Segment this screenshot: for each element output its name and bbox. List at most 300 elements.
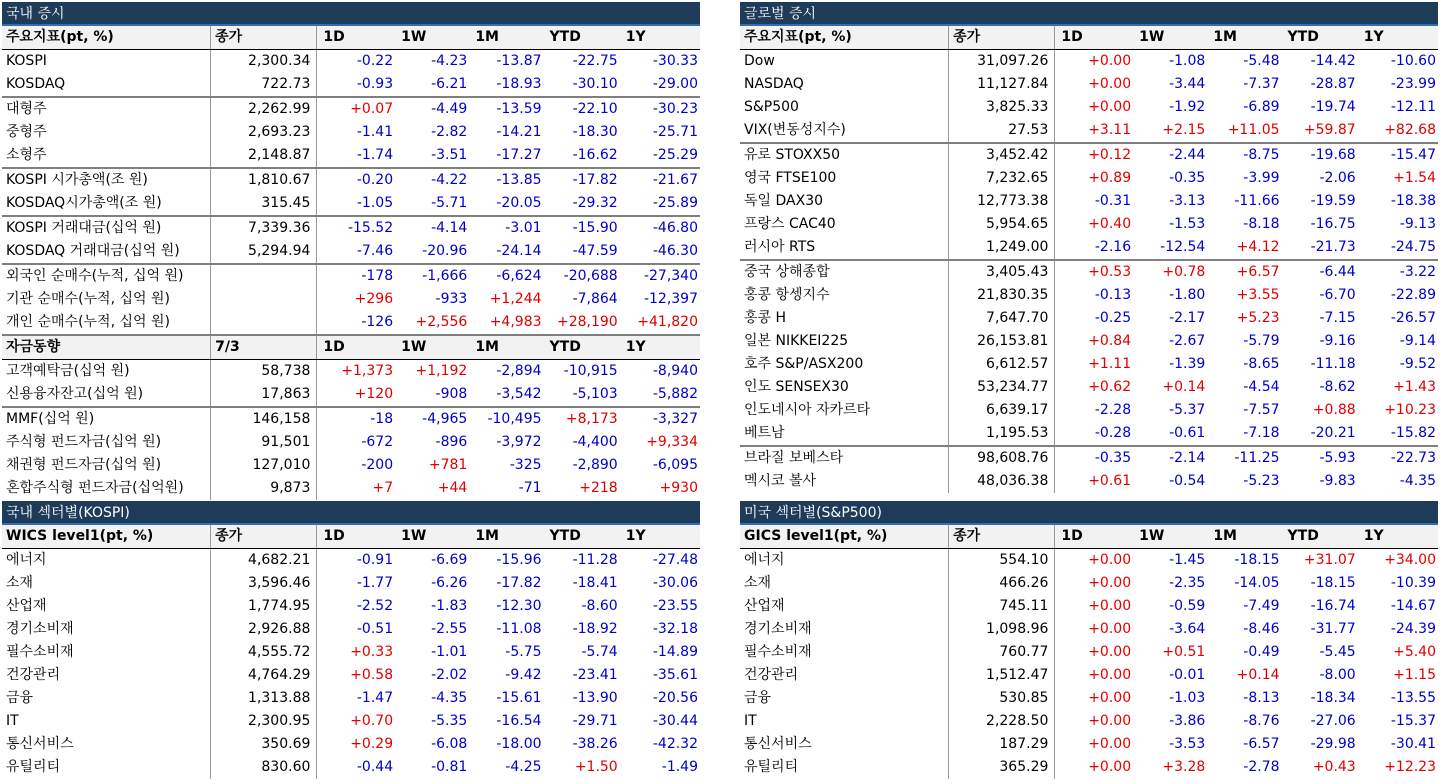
domestic-market-panel <box>2 2 700 500</box>
row-label: 러시아 RTS <box>740 236 949 260</box>
row-change-1y: -30.06 <box>652 575 698 591</box>
row-change-1m: -2,894 <box>496 363 542 379</box>
header-col-1m: 1M <box>469 26 543 50</box>
row-change-1w: -1.08 <box>1169 53 1206 69</box>
row-label: 건강관리 <box>2 664 211 687</box>
row-change-1y: -20.56 <box>652 690 698 706</box>
row-change-1d: -1.41 <box>356 124 394 140</box>
row-change-1m: -17.27 <box>496 147 542 163</box>
row-change-1d: +0.33 <box>350 644 394 660</box>
panel-title: 글로벌 증시 <box>740 2 1438 26</box>
row-change-ytd: -15.90 <box>544 216 620 240</box>
header-col-1d: 1D <box>317 525 395 549</box>
row-close: 2,693.23 <box>211 121 317 144</box>
row-change-1d: -18 <box>317 407 395 431</box>
table-row <box>740 664 1438 687</box>
row-change-1m: -7.49 <box>1243 598 1280 614</box>
row-change-1m: +4,983 <box>489 314 542 330</box>
table-row <box>740 307 1438 330</box>
row-change-1w: -1.92 <box>1169 99 1206 115</box>
row-change-1w: -1.53 <box>1169 216 1206 232</box>
row-change-1w: -3.44 <box>1169 76 1206 92</box>
row-change-1m: -17.82 <box>496 575 542 591</box>
row-change-ytd: +31.07 <box>1303 552 1356 568</box>
row-label: 신용융자잔고(십억 원) <box>2 383 211 407</box>
row-change-ytd: -5.45 <box>1319 644 1356 660</box>
header-col-ytd: YTD <box>1282 525 1358 549</box>
row-change-1w: -933 <box>435 291 468 307</box>
table-row <box>2 144 700 168</box>
row-close: 58,738 <box>211 360 317 384</box>
table-row <box>2 50 700 74</box>
row-change-1d: -0.91 <box>356 552 394 568</box>
row-close: 3,596.46 <box>211 572 317 595</box>
row-change-1d: +0.84 <box>1088 333 1132 349</box>
row-change-ytd: -20.21 <box>1310 425 1356 441</box>
row-change-ytd: -18.92 <box>572 621 618 637</box>
row-change-ytd: -21.73 <box>1310 239 1356 255</box>
header-close: 종가 <box>211 525 317 549</box>
row-label: NASDAQ <box>740 73 949 96</box>
row-close: 1,810.67 <box>211 168 317 192</box>
row-change-1m: -7.37 <box>1243 76 1280 92</box>
row-change-1y: -18.38 <box>1390 193 1436 209</box>
row-label: 인도 SENSEX30 <box>740 376 949 399</box>
row-close: 365.29 <box>949 756 1055 779</box>
row-label: 필수소비재 <box>740 641 949 664</box>
row-close: 11,127.84 <box>949 73 1055 96</box>
row-close: 1,313.88 <box>211 687 317 710</box>
row-change-ytd: -31.77 <box>1310 621 1356 637</box>
row-change-1d: -0.44 <box>356 759 394 775</box>
row-change-ytd: +0.88 <box>1312 402 1356 418</box>
table-row <box>740 618 1438 641</box>
row-change-1w: -20.96 <box>422 243 468 259</box>
row-change-1m: -3.01 <box>469 216 543 240</box>
header-row <box>2 525 700 549</box>
row-change-ytd: -18.15 <box>1310 575 1356 591</box>
header-close: 종가 <box>949 525 1055 549</box>
row-label: 금융 <box>740 687 949 710</box>
row-close: 146,158 <box>211 407 317 431</box>
table-row <box>2 311 700 335</box>
row-close: 187.29 <box>949 733 1055 756</box>
row-change-1w: -12.54 <box>1160 239 1206 255</box>
row-change-1y: +82.68 <box>1384 122 1436 138</box>
row-change-1y: +9,334 <box>646 434 698 450</box>
row-change-ytd: -13.90 <box>572 690 618 706</box>
row-change-ytd: -16.75 <box>1310 216 1356 232</box>
row-change-1m: -6.57 <box>1243 736 1280 752</box>
row-change-1m: -20.05 <box>496 195 542 211</box>
row-change-1d: +0.40 <box>1088 216 1132 232</box>
row-label: 개인 순매수(누적, 십억 원) <box>2 311 211 335</box>
row-change-1m: +6.57 <box>1207 260 1281 284</box>
row-change-ytd: -30.10 <box>572 76 618 92</box>
row-change-ytd: -47.59 <box>572 243 618 259</box>
table-row <box>740 143 1438 167</box>
header-close: 종가 <box>211 26 317 50</box>
row-change-ytd: -16.62 <box>572 147 618 163</box>
row-change-ytd: +8,173 <box>544 407 620 431</box>
row-change-1w: +1,192 <box>415 363 468 379</box>
row-change-1m: -6.89 <box>1243 99 1280 115</box>
row-close <box>211 264 317 288</box>
row-label: 프랑스 CAC40 <box>740 213 949 236</box>
row-change-1w: -3.13 <box>1169 193 1206 209</box>
row-change-1y: -12,397 <box>643 291 698 307</box>
header-col-1w: 1W <box>1133 26 1207 50</box>
row-change-1w: -4.22 <box>395 168 469 192</box>
row-change-1w: -3.86 <box>1169 713 1206 729</box>
row-change-1y: -46.30 <box>652 243 698 259</box>
header-col-1y: 1Y <box>620 525 700 549</box>
row-change-1m: -13.85 <box>469 168 543 192</box>
row-change-ytd: -2,890 <box>572 457 618 473</box>
table-row <box>740 330 1438 353</box>
row-change-1m: -3.99 <box>1243 170 1280 186</box>
row-change-1m: -7.57 <box>1243 402 1280 418</box>
row-close: 530.85 <box>949 687 1055 710</box>
row-change-ytd: -5.93 <box>1282 446 1358 470</box>
us-sector-panel <box>740 501 1438 779</box>
row-change-ytd: -29.71 <box>572 713 618 729</box>
row-change-1d: +0.70 <box>350 713 394 729</box>
row-change-1d: +0.00 <box>1088 644 1132 660</box>
row-change-1m: -5.75 <box>505 644 542 660</box>
row-change-1m: -8.76 <box>1243 713 1280 729</box>
row-change-1m: -13.59 <box>469 97 543 121</box>
row-close: 1,195.53 <box>949 422 1055 446</box>
row-change-1y: +10.23 <box>1384 402 1436 418</box>
table-row <box>2 431 700 454</box>
data-table <box>2 26 700 500</box>
row-change-ytd: -20,688 <box>544 264 620 288</box>
row-label: 호주 S&P/ASX200 <box>740 353 949 376</box>
header-col-1d: 1D <box>317 26 395 50</box>
data-table <box>740 26 1438 493</box>
table-row <box>740 73 1438 96</box>
row-close: 722.73 <box>211 73 317 97</box>
row-change-ytd: -22.75 <box>572 53 618 69</box>
row-change-1y: -30.23 <box>620 97 700 121</box>
row-label: KOSPI <box>2 50 211 74</box>
header-col-1y: 1Y <box>620 26 700 50</box>
row-change-1y: -4.35 <box>1399 473 1436 489</box>
table-row <box>2 756 700 779</box>
row-change-1w: -908 <box>435 386 468 402</box>
row-label: 베트남 <box>740 422 949 446</box>
row-change-1m: -9.42 <box>505 667 542 683</box>
row-label: 소재 <box>740 572 949 595</box>
row-label: 멕시코 볼사 <box>740 470 949 493</box>
row-change-1y: -15.82 <box>1390 425 1436 441</box>
row-change-1m: -2.78 <box>1243 759 1280 775</box>
row-close: 1,249.00 <box>949 236 1055 260</box>
table-row <box>740 376 1438 399</box>
row-label: KOSPI 거래대금(십억 원) <box>2 216 211 240</box>
row-close: 98,608.76 <box>949 446 1055 470</box>
row-change-ytd: -29.32 <box>572 195 618 211</box>
table-row <box>2 595 700 618</box>
row-change-1y: -9.13 <box>1399 216 1436 232</box>
row-change-1y: -3,327 <box>620 407 700 431</box>
table-row <box>740 733 1438 756</box>
row-change-1y: +1.43 <box>1393 379 1436 395</box>
row-close <box>211 311 317 335</box>
row-change-ytd: -9.83 <box>1319 473 1356 489</box>
row-change-ytd: -23.41 <box>572 667 618 683</box>
row-change-1d: +0.00 <box>1088 53 1132 69</box>
row-change-1w: -2.17 <box>1169 310 1206 326</box>
row-change-ytd: -10,915 <box>563 363 618 379</box>
row-change-1w: -6.26 <box>431 575 468 591</box>
row-label: 통신서비스 <box>2 733 211 756</box>
row-close: 127,010 <box>211 454 317 477</box>
row-change-ytd: +28,190 <box>557 314 618 330</box>
row-change-1w: -0.81 <box>431 759 468 775</box>
row-close: 2,300.95 <box>211 710 317 733</box>
row-change-1m: -325 <box>509 457 542 473</box>
header-col-1y: 1Y <box>1358 26 1438 50</box>
table-row <box>740 353 1438 376</box>
row-change-1w: -2.14 <box>1133 446 1207 470</box>
table-row <box>2 97 700 121</box>
header-col-1w: 1W <box>395 26 469 50</box>
header-label: GICS level1(pt, %) <box>740 525 949 549</box>
row-close: 5,294.94 <box>211 240 317 264</box>
row-change-1y: -15.47 <box>1358 143 1438 167</box>
row-change-1m: +1,244 <box>489 291 542 307</box>
row-change-1d: -1.77 <box>356 575 394 591</box>
row-label: 금융 <box>2 687 211 710</box>
row-change-1w: -5.35 <box>431 713 468 729</box>
row-change-1m: -5.23 <box>1243 473 1280 489</box>
table-row <box>740 284 1438 307</box>
header-label: WICS level1(pt, %) <box>2 525 211 549</box>
row-change-1d: -126 <box>361 314 394 330</box>
row-label: VIX(변동성지수) <box>740 119 949 143</box>
row-change-ytd: -18.34 <box>1310 690 1356 706</box>
row-label: 중국 상해종합 <box>740 260 949 284</box>
row-change-1d: -0.22 <box>356 53 394 69</box>
row-change-1y: +1.54 <box>1393 170 1436 186</box>
row-close: 554.10 <box>949 549 1055 573</box>
row-close: 7,339.36 <box>211 216 317 240</box>
row-label: 에너지 <box>740 549 949 573</box>
row-change-ytd: -38.26 <box>572 736 618 752</box>
row-change-1y: -35.61 <box>652 667 698 683</box>
row-label: 혼합주식형 펀드자금(십억원) <box>2 477 211 500</box>
row-close: 27.53 <box>949 119 1055 143</box>
row-change-1w: -0.61 <box>1169 425 1206 441</box>
header-col-1y: 1Y <box>1358 525 1438 549</box>
row-change-1d: -0.35 <box>1055 446 1133 470</box>
row-change-ytd: +0.43 <box>1312 759 1356 775</box>
row-change-1y: -10.39 <box>1390 575 1436 591</box>
row-change-1m: -15.96 <box>496 552 542 568</box>
row-change-1y: -30.41 <box>1390 736 1436 752</box>
row-change-ytd: -22.10 <box>544 97 620 121</box>
header-col-1d: 1D <box>317 335 395 360</box>
row-change-ytd: -7.15 <box>1319 310 1356 326</box>
row-change-1y: -10.60 <box>1390 53 1436 69</box>
row-change-1d: +0.00 <box>1088 621 1132 637</box>
row-change-1w: +2.15 <box>1162 122 1206 138</box>
row-change-ytd: -11.28 <box>572 552 618 568</box>
row-change-ytd: -6.70 <box>1319 287 1356 303</box>
global-market-panel <box>740 2 1438 493</box>
table-row <box>2 121 700 144</box>
table-row <box>740 167 1438 190</box>
row-change-1y: -24.39 <box>1390 621 1436 637</box>
panel-title: 미국 섹터별(S&P500) <box>740 501 1438 525</box>
row-change-1m: -11.66 <box>1234 193 1280 209</box>
row-change-ytd: -11.18 <box>1310 356 1356 372</box>
row-change-1w: +44 <box>437 480 468 496</box>
table-row <box>2 192 700 216</box>
row-label: 외국인 순매수(누적, 십억 원) <box>2 264 211 288</box>
header-col-ytd: YTD <box>1282 26 1358 50</box>
row-change-1d: +0.53 <box>1055 260 1133 284</box>
header-close: 7/3 <box>211 335 317 360</box>
row-change-1d: +0.29 <box>350 736 394 752</box>
row-change-1w: -896 <box>435 434 468 450</box>
row-change-1y: -14.67 <box>1390 598 1436 614</box>
panel-title: 국내 섹터별(KOSPI) <box>2 501 700 525</box>
row-change-1m: -24.14 <box>496 243 542 259</box>
row-change-1m: -13.87 <box>496 53 542 69</box>
row-label: 중형주 <box>2 121 211 144</box>
row-close: 1,512.47 <box>949 664 1055 687</box>
row-change-1w: -0.35 <box>1169 170 1206 186</box>
row-close: 21,830.35 <box>949 284 1055 307</box>
row-change-1w: -1.45 <box>1169 552 1206 568</box>
row-change-1y: -30.33 <box>652 53 698 69</box>
header-col-1w: 1W <box>1133 525 1207 549</box>
row-change-1m: -11.08 <box>496 621 542 637</box>
table-row <box>740 260 1438 284</box>
row-change-1d: -7.46 <box>356 243 394 259</box>
row-label: 산업재 <box>740 595 949 618</box>
row-close: 7,647.70 <box>949 307 1055 330</box>
row-change-1y: -23.99 <box>1390 76 1436 92</box>
row-change-1m: -10,495 <box>469 407 543 431</box>
table-row <box>740 641 1438 664</box>
row-change-1y: -42.32 <box>652 736 698 752</box>
table-row <box>2 664 700 687</box>
header-row <box>2 26 700 50</box>
row-label: KOSDAQ시가총액(조 원) <box>2 192 211 216</box>
table-row <box>740 572 1438 595</box>
row-label: 브라질 보베스타 <box>740 446 949 470</box>
row-change-1m: -8.75 <box>1207 143 1281 167</box>
row-change-1d: +0.00 <box>1088 99 1132 115</box>
table-row <box>2 168 700 192</box>
row-label: 기관 순매수(누적, 십억 원) <box>2 288 211 311</box>
row-change-ytd: -4,400 <box>572 434 618 450</box>
row-change-1d: -178 <box>317 264 395 288</box>
row-change-1w: -5.71 <box>431 195 468 211</box>
row-change-1w: -3.51 <box>431 147 468 163</box>
row-change-1w: +781 <box>428 457 468 473</box>
row-change-1m: -18.00 <box>496 736 542 752</box>
row-label: KOSDAQ 거래대금(십억 원) <box>2 240 211 264</box>
row-change-1d: +0.61 <box>1088 473 1132 489</box>
row-change-1d: +7 <box>372 480 394 496</box>
row-change-1d: -0.13 <box>1094 287 1132 303</box>
table-row <box>740 595 1438 618</box>
row-close: 315.45 <box>211 192 317 216</box>
row-label: 홍콩 항셍지수 <box>740 284 949 307</box>
row-change-ytd: -18.41 <box>572 575 618 591</box>
row-change-1m: -0.49 <box>1243 644 1280 660</box>
row-change-1d: +3.11 <box>1088 122 1132 138</box>
table-row <box>740 687 1438 710</box>
row-change-1y: -27,340 <box>620 264 700 288</box>
row-change-1d: +0.00 <box>1088 690 1132 706</box>
row-close: 48,036.38 <box>949 470 1055 493</box>
row-change-ytd: -9.16 <box>1319 333 1356 349</box>
header-col-1d: 1D <box>1055 26 1133 50</box>
row-change-ytd: -28.87 <box>1310 76 1356 92</box>
row-change-ytd: -19.74 <box>1310 99 1356 115</box>
row-change-ytd: -8.60 <box>581 598 618 614</box>
row-change-ytd: -5,103 <box>572 386 618 402</box>
row-close: 3,825.33 <box>949 96 1055 119</box>
header-col-1d: 1D <box>1055 525 1133 549</box>
row-label: 통신서비스 <box>740 733 949 756</box>
row-change-1d: +1,373 <box>341 363 394 379</box>
row-close: 2,228.50 <box>949 710 1055 733</box>
row-change-1w: -4.23 <box>431 53 468 69</box>
row-change-1y: -25.71 <box>652 124 698 140</box>
row-change-1w: -4,965 <box>395 407 469 431</box>
row-close: 466.26 <box>949 572 1055 595</box>
table-row <box>2 407 700 431</box>
row-change-1m: -18.93 <box>496 76 542 92</box>
header-row <box>740 26 1438 50</box>
header-close: 종가 <box>949 26 1055 50</box>
row-change-1d: +120 <box>354 386 394 402</box>
header-col-1m: 1M <box>1207 26 1281 50</box>
header-col-ytd: YTD <box>544 335 620 360</box>
row-change-1m: -3,972 <box>496 434 542 450</box>
row-change-1d: -15.52 <box>317 216 395 240</box>
row-change-1y: -8,940 <box>652 363 698 379</box>
row-change-ytd: +1.50 <box>574 759 618 775</box>
row-change-1w: -1.83 <box>431 598 468 614</box>
row-change-1w: -0.01 <box>1169 667 1206 683</box>
row-change-1w: -3.64 <box>1169 621 1206 637</box>
row-close: 3,405.43 <box>949 260 1055 284</box>
row-change-1w: -2.82 <box>431 124 468 140</box>
row-change-1y: -1.49 <box>661 759 698 775</box>
row-change-1d: -2.52 <box>356 598 394 614</box>
row-label: 건강관리 <box>740 664 949 687</box>
row-change-1d: -200 <box>361 457 394 473</box>
row-change-1w: -1.80 <box>1169 287 1206 303</box>
row-change-1m: -18.15 <box>1234 552 1280 568</box>
table-row <box>2 73 700 97</box>
row-change-1m: +0.14 <box>1236 667 1280 683</box>
table-row <box>740 213 1438 236</box>
table-row <box>2 710 700 733</box>
table-row <box>740 96 1438 119</box>
header-col-ytd: YTD <box>544 525 620 549</box>
row-change-1m: -5.48 <box>1243 53 1280 69</box>
row-label: 유틸리티 <box>740 756 949 779</box>
